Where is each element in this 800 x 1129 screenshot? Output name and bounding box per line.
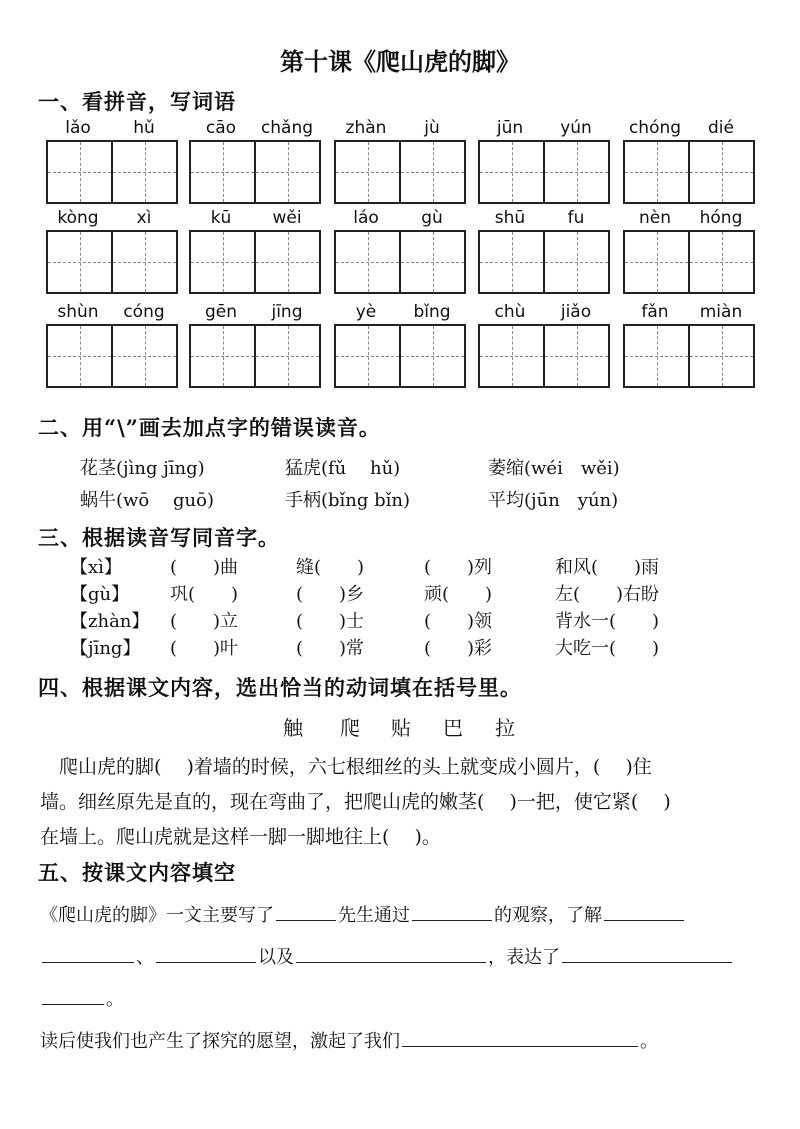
writing-grid[interactable] <box>334 140 466 204</box>
homophone-blank[interactable]: 巩( ) <box>170 584 239 605</box>
fill-text: 先生通过 <box>338 905 410 926</box>
verb-choice: 拉 <box>495 716 515 740</box>
pinyin-label: bǐng <box>413 302 451 322</box>
passage-line: 墙。细丝原先是直的，现在弯曲了，把爬山虎的嫩茎( )一把，使它紧( ) <box>40 791 671 813</box>
fill-line-1 <box>40 901 686 927</box>
grid-cell[interactable] <box>256 326 319 386</box>
pinyin-label: hǔ <box>133 118 155 138</box>
verb-choice: 爬 <box>340 716 360 740</box>
pinyin-label: jù <box>424 118 440 138</box>
homophone-blank[interactable]: 左( )右盼 <box>555 584 660 605</box>
grid-cell[interactable] <box>545 232 608 292</box>
blank[interactable] <box>412 902 492 921</box>
section-2-heading: 二、用“\”画去加点字的错误读音。 <box>38 415 381 440</box>
pinyin-label: chóng <box>628 118 682 138</box>
pinyin-key: 【gù】 <box>70 584 130 605</box>
pinyin-label: wěi <box>272 208 302 228</box>
homophone-blank[interactable]: ( )乡 <box>296 584 365 605</box>
section-4-heading: 四、根据课文内容，选出恰当的动词填在括号里。 <box>38 675 522 700</box>
homophone-blank[interactable]: ( )叶 <box>170 638 239 659</box>
pinyin-label: chù <box>494 302 526 322</box>
writing-grid[interactable] <box>478 230 610 294</box>
pinyin-label: cóng <box>123 302 165 322</box>
pinyin-label: dié <box>708 118 734 138</box>
section-1-heading: 一、看拼音，写词语 <box>38 89 236 114</box>
writing-grid[interactable] <box>623 324 755 388</box>
section-5-heading: 五、按课文内容填空 <box>38 860 236 885</box>
writing-grid[interactable] <box>189 140 321 204</box>
fill-text: 。 <box>640 1031 658 1052</box>
grid-cell[interactable] <box>191 326 256 386</box>
writing-grid[interactable] <box>478 324 610 388</box>
grid-cell[interactable] <box>336 142 401 202</box>
grid-cell[interactable] <box>480 142 545 202</box>
homophone-blank[interactable]: ( )士 <box>296 611 365 632</box>
pinyin-label: zhàn <box>345 118 387 138</box>
pinyin-label: lǎo <box>65 118 91 138</box>
fill-line-3 <box>40 985 124 1011</box>
writing-grid[interactable] <box>46 324 178 388</box>
homophone-blank[interactable]: 缝( ) <box>296 557 365 578</box>
pinyin-label: láo <box>353 208 379 228</box>
s2-item: 蜗牛(wō guō) <box>80 490 214 511</box>
pinyin-label: fu <box>567 208 585 228</box>
grid-cell[interactable] <box>48 142 113 202</box>
writing-grid[interactable] <box>334 324 466 388</box>
homophone-blank[interactable]: 背水一( ) <box>555 611 660 632</box>
homophone-blank[interactable]: 和风( )雨 <box>555 557 660 578</box>
homophone-blank[interactable]: ( )曲 <box>170 557 239 578</box>
grid-cell[interactable] <box>48 232 113 292</box>
grid-cell[interactable] <box>48 326 113 386</box>
pinyin-label: jīng <box>271 302 303 322</box>
s2-item: 萎缩(wéi wěi) <box>488 458 620 479</box>
fill-text: ，表达了 <box>488 947 560 968</box>
pinyin-label: shū <box>494 208 526 228</box>
grid-cell[interactable] <box>625 232 690 292</box>
pinyin-key: 【zhàn】 <box>70 611 150 632</box>
homophone-blank[interactable]: ( )常 <box>296 638 365 659</box>
pinyin-label: chǎng <box>260 118 314 138</box>
pinyin-label: gēn <box>204 302 238 322</box>
homophone-blank[interactable]: ( )立 <box>170 611 239 632</box>
pinyin-label: xì <box>136 208 152 228</box>
blank[interactable] <box>562 944 732 963</box>
pinyin-label: shùn <box>57 302 99 322</box>
pinyin-label: cāo <box>205 118 237 138</box>
section-3-heading: 三、根据读音写同音字。 <box>38 525 280 550</box>
pinyin-label: kū <box>210 208 232 228</box>
writing-grid[interactable] <box>46 140 178 204</box>
grid-cell[interactable] <box>625 142 690 202</box>
pinyin-key: 【xì】 <box>70 557 122 578</box>
pinyin-label: yún <box>560 118 592 138</box>
grid-cell[interactable] <box>480 232 545 292</box>
fill-text: 《爬山虎的脚》一文主要写了 <box>40 905 274 926</box>
writing-grid[interactable] <box>189 230 321 294</box>
grid-cell[interactable] <box>690 142 753 202</box>
verb-choice: 触 <box>283 716 303 740</box>
fill-text: 以及 <box>258 947 294 968</box>
fill-text: 的观察，了解 <box>494 905 602 926</box>
homophone-blank[interactable]: 顽( ) <box>424 584 493 605</box>
homophone-blank[interactable]: ( )列 <box>424 557 493 578</box>
s2-item: 猛虎(fǔ hǔ) <box>285 458 401 479</box>
pinyin-label: jūn <box>496 118 524 138</box>
pinyin-key: 【jīng】 <box>70 638 141 659</box>
fill-line-4 <box>40 1027 658 1053</box>
grid-cell[interactable] <box>625 326 690 386</box>
writing-grid[interactable] <box>46 230 178 294</box>
blank[interactable] <box>296 944 486 963</box>
homophone-blank[interactable]: ( )彩 <box>424 638 493 659</box>
grid-cell[interactable] <box>480 326 545 386</box>
grid-cell[interactable] <box>545 142 608 202</box>
writing-grid[interactable] <box>189 324 321 388</box>
pinyin-label: kòng <box>57 208 99 228</box>
homophone-blank[interactable]: 大吃一( ) <box>555 638 660 659</box>
blank[interactable] <box>604 902 684 921</box>
grid-cell[interactable] <box>690 326 753 386</box>
s2-item: 平均(jūn yún) <box>488 490 619 511</box>
grid-cell[interactable] <box>113 142 176 202</box>
fill-text: 读后使我们也产生了探究的愿望，激起了我们 <box>40 1031 400 1052</box>
grid-cell[interactable] <box>401 326 464 386</box>
pinyin-label: yè <box>355 302 377 322</box>
blank[interactable] <box>156 944 256 963</box>
verb-choice: 巴 <box>443 716 463 740</box>
grid-cell[interactable] <box>191 232 256 292</box>
writing-grid[interactable] <box>623 140 755 204</box>
homophone-blank[interactable]: ( )领 <box>424 611 493 632</box>
verb-choice: 贴 <box>391 716 411 740</box>
grid-cell[interactable] <box>690 232 753 292</box>
pinyin-label: miàn <box>699 302 743 322</box>
grid-cell[interactable] <box>401 142 464 202</box>
writing-grid[interactable] <box>623 230 755 294</box>
blank[interactable] <box>42 986 104 1005</box>
grid-cell[interactable] <box>401 232 464 292</box>
s2-item: 手柄(bǐng bǐn) <box>285 490 411 511</box>
grid-cell[interactable] <box>336 326 401 386</box>
page-title: 第十课《爬山虎的脚》 <box>280 47 520 76</box>
fill-text: 。 <box>106 989 124 1010</box>
pinyin-label: gù <box>421 208 443 228</box>
writing-grid[interactable] <box>478 140 610 204</box>
grid-cell[interactable] <box>191 142 256 202</box>
passage-line: 在墙上。爬山虎就是这样一脚一脚地往上( )。 <box>40 826 441 848</box>
fill-text: 、 <box>136 947 154 968</box>
pinyin-label: nèn <box>638 208 671 228</box>
pinyin-label: jiǎo <box>560 302 592 322</box>
grid-cell[interactable] <box>256 232 319 292</box>
fill-line-2 <box>40 943 734 969</box>
grid-cell[interactable] <box>256 142 319 202</box>
writing-grid[interactable] <box>334 230 466 294</box>
blank[interactable] <box>42 944 134 963</box>
s2-item: 花茎(jìng jīng) <box>80 458 205 479</box>
grid-cell[interactable] <box>336 232 401 292</box>
pinyin-label: fǎn <box>641 302 669 322</box>
blank[interactable] <box>276 902 336 921</box>
pinyin-label: hóng <box>699 208 743 228</box>
passage-line: 爬山虎的脚( )着墙的时候，六七根细丝的头上就变成小圆片，( )住 <box>40 756 652 778</box>
grid-cell[interactable] <box>545 326 608 386</box>
grid-cell[interactable] <box>113 232 176 292</box>
blank[interactable] <box>402 1028 638 1047</box>
grid-cell[interactable] <box>113 326 176 386</box>
